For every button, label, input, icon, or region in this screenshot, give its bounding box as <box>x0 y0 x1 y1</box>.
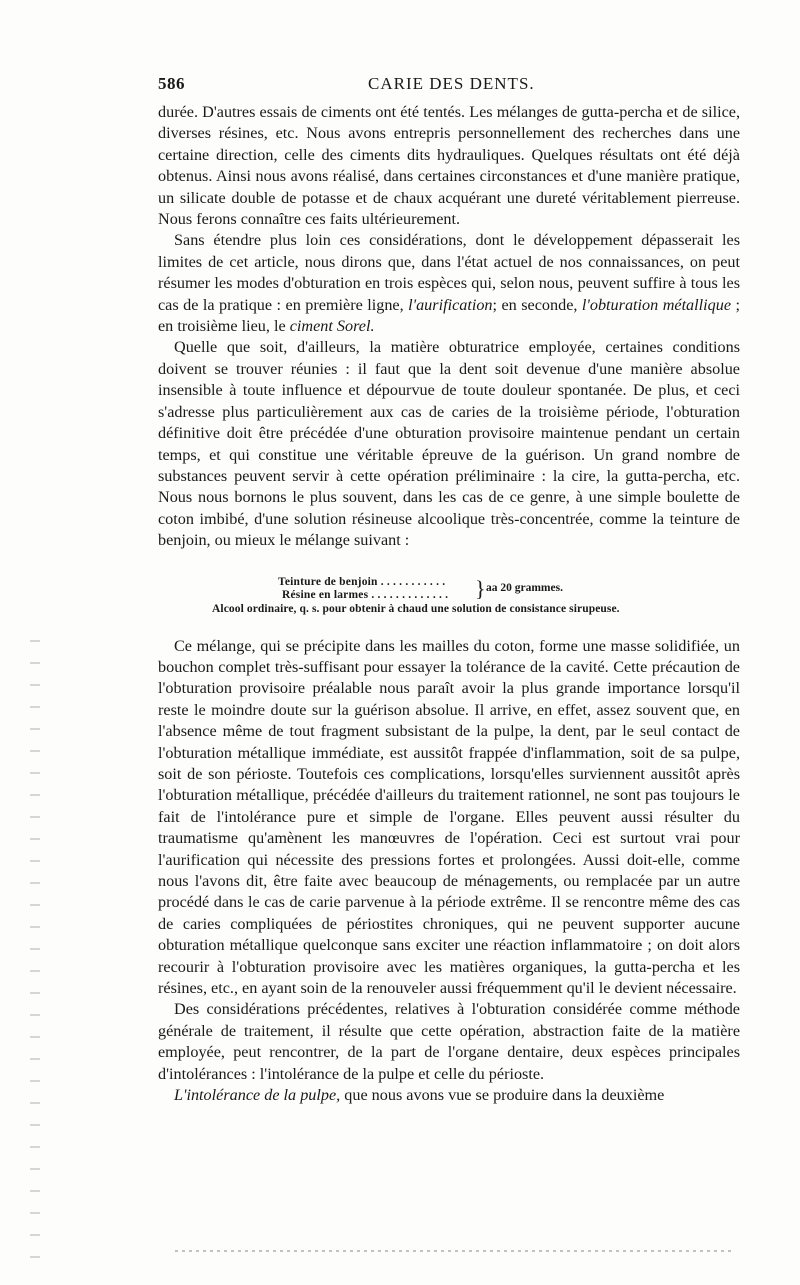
page-header <box>158 74 740 104</box>
paragraph-5: Des considérations précédentes, relatives à l'obturation considérée comme méthode générale de traitement, il résulte que cette opération, abstraction faite de la matière employée, peut rencontrer, de la part de l'organe dentaire, deux espèces principales d'intolérances : l'intolérance de la pulpe et celle du périoste. <box>158 1000 740 1083</box>
paragraph-2-start: Sans étendre plus loin ces considérations, dont le développement dépasserait les limites de cet article, nous dirons que, dans l'état actuel de nos connaissances, on peut résumer les modes d'obturation en trois espèces qui, selon nous, peuvent suffire à tous les cas de la pratique : en première ligne, <box>158 231 740 314</box>
formula-brace: } <box>475 575 486 601</box>
paragraph-2-emphasis-aurification: l'aurification <box>408 295 493 314</box>
paragraph-2 <box>158 230 740 337</box>
paragraph-6-rest: que nous avons vue se produire dans la deuxième <box>340 1086 665 1105</box>
running-head: CARIE DES DENTS. <box>368 74 535 93</box>
page-number: 586 <box>158 74 185 93</box>
margin-scan-marks <box>30 640 40 1260</box>
paragraph-4: Ce mélange, qui se précipite dans les mailles du coton, forme une masse solidifiée, un bouchon complet très-suffisant pour essayer la tolérance de la cavité. Cette précaution de l'obturation provisoire préalable nous paraît avoir la plus grande importance lorsqu'il reste le moindre doute sur la guérison absolue. Il arrive, en effet, assez souvent que, en l'absence même de tout fragment subsistant de la pulpe, la dent, par le seul contact de l'obturation métallique immédiate, est aussitôt frappée d'inflammation, soit de sa pulpe, soit de son périoste. Toutefois ces complications, lorsqu'elles surviennent aussitôt après l'obturation métallique, précédée d'ailleurs du traitement rationnel, ne sont pas toujours le fait de l'intolérance pure et simple de l'organe. Elles peuvent aussi résulter du traumatisme qu'amènent les manœuvres de l'opération. Ceci est surtout vrai pour l'aurification qui nécessite des pressions fortes et prolongées. Aussi doit-elle, comme nous l'avons dit, être faite avec beaucoup de ménagements, ou remplacée par un autre procédé dans le cas de carie parvenue à la période extrême. Il se rencontre même des cas de caries compliquées de périostites chroniques, qui ne peuvent supporter aucune obturation métallique quelconque sans exciter une réaction inflammatoire ; on doit alors recourir à l'obturation provisoire avec les matières organiques, la gutta-percha et les résines, etc., en ayant soin de la renouveler aussi fréquemment qu'il le devient nécessaire. <box>158 636 740 998</box>
formula-instruction: Alcool ordinaire, q. s. pour obtenir à chaud une solution de consistance sirupeuse. <box>212 602 620 615</box>
formula-ingredient-2: Résine en larmes . . . . . . . . . . . . . <box>282 588 449 601</box>
body-text <box>158 102 740 1106</box>
paragraph-2-emphasis-obturation: l'obturation métallique <box>581 295 732 314</box>
formula-ingredient-1: Teinture de benjoin . . . . . . . . . . . <box>278 575 446 588</box>
formula-quantity: aa 20 grammes. <box>486 581 563 594</box>
paragraph-2-mid-1: ; en seconde, <box>492 295 582 314</box>
bottom-scan-artifact <box>175 1250 735 1252</box>
formula-block <box>158 576 740 626</box>
paragraph-3: Quelle que soit, d'ailleurs, la matière obturatrice employée, certaines conditions doivent se trouver réunies : il faut que la dent soit devenue d'une manière absolue insensible à toute influence et dépourvue de toute douleur spontanée. De plus, et ceci s'adresse plus particulièrement aux cas de caries de la troisième période, l'obturation définitive doit être précédée d'une obturation provisoire maintenue pendant un certain temps, et qui constitue une véritable épreuve de la guérison. Un grand nombre de substances peuvent servir à cette opération préliminaire : la cire, la gutta-percha, etc. Nous nous bornons le plus souvent, dans les cas de ce genre, à une simple boulette de coton imbibé, d'une solution résineuse alcoolique très-concentrée, comme la teinture de benjoin, ou mieux le mélange suivant : <box>158 338 740 550</box>
paragraph-2-mid-2: ; en troisième lieu, le <box>158 295 740 336</box>
paragraph-6-emphasis: L'intolérance de la pulpe, <box>174 1086 341 1105</box>
paragraph-1: durée. D'autres essais de ciments ont été tentés. Les mélanges de gutta-percha et de silice, diverses résines, etc. Nous avons entrepris personnellement des recherches dans une certaine direction, celle des ciments dits hydrauliques. Quelques résultats ont été déjà obtenus. Ainsi nous avons réalisé, dans certaines circonstances et d'une manière pratique, un silicate double de potasse et de chaux acquérant une dureté véritablement pierreuse. Nous ferons connaître ces faits ultérieurement. <box>158 103 740 229</box>
paragraph-6 <box>158 1085 740 1106</box>
paragraph-2-emphasis-ciment: ciment Sorel. <box>289 317 375 336</box>
